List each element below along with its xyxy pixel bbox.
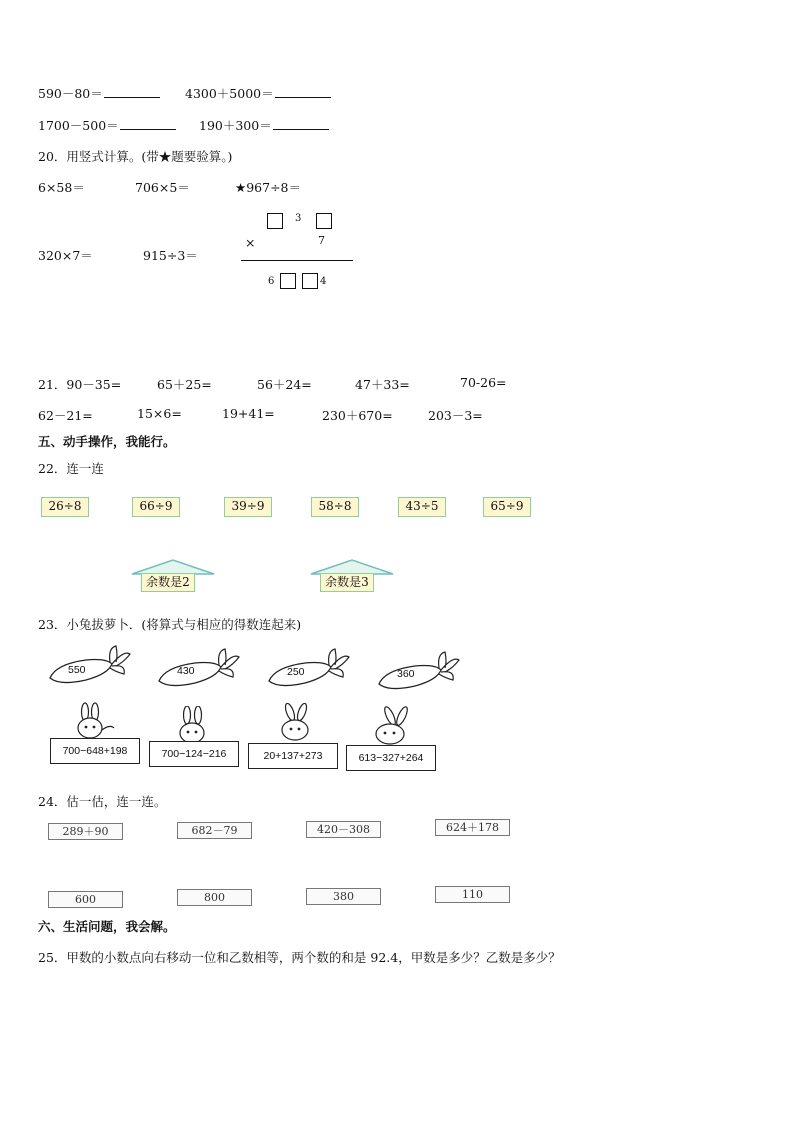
section-heading: 五、动手操作，我能行。 xyxy=(38,434,176,449)
rabbit-icon xyxy=(70,702,118,742)
digit-box[interactable] xyxy=(267,213,283,229)
arith-expr: 1700－500＝ xyxy=(38,118,119,133)
expression-box[interactable]: 613−327+264 xyxy=(346,745,436,771)
division-tile[interactable]: 65÷9 xyxy=(483,497,531,517)
rabbit-icon xyxy=(368,706,416,746)
q25-text: 25．甲数的小数点向右移动一位和乙数相等，两个数的和是 92.4，甲数是多少？乙数是多少？ xyxy=(38,950,561,965)
arith-expr: 590－80＝ xyxy=(38,86,103,101)
remainder-house[interactable]: 余数是3 xyxy=(320,573,374,592)
q21-expr: 230＋670= xyxy=(322,408,393,423)
carrot-number: 430 xyxy=(177,665,195,677)
arith-item xyxy=(38,84,160,102)
q21-expr: 56＋24= xyxy=(257,377,312,392)
expression-box[interactable]: 700−124−216 xyxy=(149,741,239,767)
division-tile[interactable]: 39÷9 xyxy=(224,497,272,517)
q21-expr: 65＋25= xyxy=(157,377,212,392)
section-heading: 六、生活问题，我会解。 xyxy=(38,919,176,934)
q21-expr: 70-26= xyxy=(460,375,507,390)
carrot-number: 550 xyxy=(68,664,86,676)
answer-blank[interactable] xyxy=(104,85,160,98)
vertical-rule xyxy=(241,260,353,261)
answer-blank[interactable] xyxy=(120,117,176,130)
times-sign: × xyxy=(245,235,256,250)
arith-item xyxy=(199,116,329,134)
q20-expr: 706×5＝ xyxy=(135,180,190,195)
estimate-answer[interactable]: 800 xyxy=(177,889,252,906)
carrot-number: 250 xyxy=(287,666,305,678)
estimate-answer[interactable]: 380 xyxy=(306,888,381,905)
q20-title: 20．用竖式计算。(带★题要验算。) xyxy=(38,149,233,164)
q21-expr: 15×6= xyxy=(137,406,182,421)
q23-title: 23．小兔拔萝卜．(将算式与相应的得数连起来) xyxy=(38,617,302,632)
q22-title: 22．连一连 xyxy=(38,461,104,476)
arith-item xyxy=(38,116,176,134)
expression-box[interactable]: 700−648+198 xyxy=(50,738,140,764)
division-tile[interactable]: 43÷5 xyxy=(398,497,446,517)
estimate-expression[interactable]: 420－308 xyxy=(306,821,381,838)
q21-expr: 19+41= xyxy=(222,406,275,421)
multiplier: 7 xyxy=(318,234,325,247)
digit-box[interactable] xyxy=(316,213,332,229)
estimate-answer[interactable]: 110 xyxy=(435,886,510,903)
division-tile[interactable]: 66÷9 xyxy=(132,497,180,517)
q21-expr: 62－21= xyxy=(38,408,93,423)
digit-box[interactable] xyxy=(302,273,318,289)
carrot-icon xyxy=(375,648,470,698)
remainder-house[interactable]: 余数是2 xyxy=(141,573,195,592)
carrot-card[interactable] xyxy=(265,645,360,695)
rabbit-icon xyxy=(272,703,320,743)
digit-box[interactable] xyxy=(280,273,296,289)
expression-box[interactable]: 20+137+273 xyxy=(248,743,338,769)
answer-blank[interactable] xyxy=(275,85,331,98)
carrot-number: 360 xyxy=(397,668,415,680)
digit: 6 xyxy=(268,276,275,287)
q21-expr: 21．90－35= xyxy=(38,377,122,392)
carrot-icon xyxy=(155,645,250,695)
q24-title: 24．估一估，连一连。 xyxy=(38,794,167,809)
carrot-icon xyxy=(265,645,360,695)
q20-expr: 6×58＝ xyxy=(38,180,85,195)
q20-expr: 915÷3＝ xyxy=(143,248,198,263)
q20-expr: 320×7＝ xyxy=(38,248,93,263)
q21-expr: 203－3= xyxy=(428,408,483,423)
estimate-expression[interactable]: 682－79 xyxy=(177,822,252,839)
division-tile[interactable]: 58÷8 xyxy=(311,497,359,517)
carrot-icon xyxy=(46,642,141,692)
carrot-card[interactable] xyxy=(46,642,141,692)
q20-expr: ★967÷8＝ xyxy=(235,180,301,195)
digit: 4 xyxy=(320,276,327,287)
estimate-expression[interactable]: 289＋90 xyxy=(48,823,123,840)
answer-blank[interactable] xyxy=(273,117,329,130)
estimate-answer[interactable]: 600 xyxy=(48,891,123,908)
arith-expr: 190＋300＝ xyxy=(199,118,272,133)
division-tile[interactable]: 26÷8 xyxy=(41,497,89,517)
digit: 3 xyxy=(295,213,302,224)
carrot-card[interactable] xyxy=(375,648,470,698)
arith-item xyxy=(185,84,331,102)
arith-expr: 4300＋5000＝ xyxy=(185,86,274,101)
rabbit-icon xyxy=(170,706,218,746)
estimate-expression[interactable]: 624＋178 xyxy=(435,819,510,836)
q21-expr: 47＋33= xyxy=(355,377,410,392)
carrot-card[interactable] xyxy=(155,645,250,695)
